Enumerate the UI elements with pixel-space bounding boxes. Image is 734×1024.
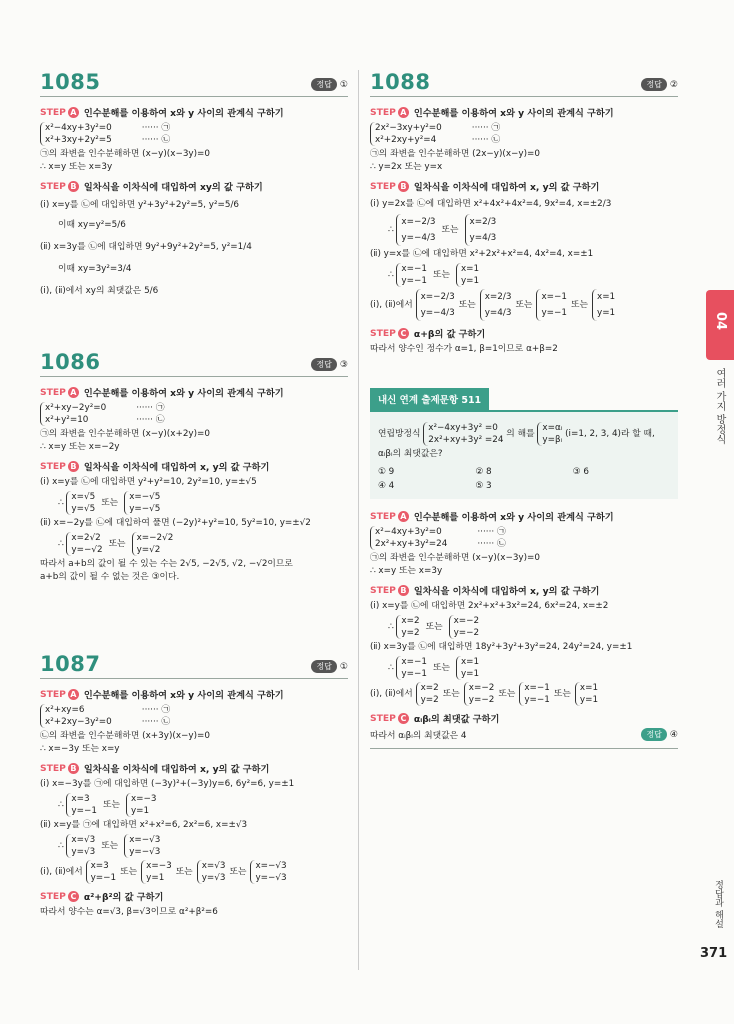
solution-line: ㉠의 좌변을 인수분해하면 (2x−y)(x−y)=0 (370, 149, 541, 159)
equation: x=αᵢ (542, 423, 563, 433)
step-letter: A (68, 689, 79, 700)
solution-x: x=3 (90, 861, 109, 871)
equation-system (370, 526, 678, 550)
solution-x: x=3 (71, 794, 90, 804)
equation-tag: ······ ㉡ (471, 135, 501, 145)
equation-tag: ······ ㉠ (471, 123, 501, 133)
step-title: α²+β²의 값 구하기 (83, 892, 164, 903)
step-b (370, 179, 678, 193)
solution-pairs: ∴ x=−1 y=−1 또는 x=1 y=1 (388, 264, 480, 286)
solution-x: x=−2√2 (136, 533, 174, 543)
conjunction: 또는 (515, 300, 533, 310)
step-letter: C (68, 891, 79, 902)
equation: 2x²+xy+3y² =24 (428, 435, 504, 445)
problem-number: 1086 (40, 350, 101, 374)
solution-x: x=−2 (453, 616, 480, 626)
conjunction: 또는 (102, 800, 120, 810)
solution-pairs (370, 682, 678, 706)
step-title: 일차식을 이차식에 대입하여 x, y의 값 구하기 (413, 182, 600, 193)
step-key: STEP (40, 762, 66, 774)
related-problem-box (370, 410, 678, 499)
solution-x: x=√3 (201, 861, 226, 871)
equation: y=βᵢ (542, 435, 563, 445)
solution-line: (ⅰ), (ⅱ)에서 (370, 689, 413, 699)
answer (641, 78, 678, 91)
step-title: 일차식을 이차식에 대입하여 x, y의 값 구하기 (83, 462, 270, 473)
solution-pairs: ∴ x=√3 y=√3 또는 x=−√3 y=−√3 (58, 835, 161, 857)
solution-y: y=√3 (201, 873, 226, 883)
step-title: 인수분해를 이용하여 x와 y 사이의 관계식 구하기 (83, 108, 284, 119)
step-b (40, 761, 348, 775)
solution-x: x=−1 (401, 657, 427, 667)
step-title: αᵢβᵢ의 최댓값 구하기 (413, 714, 500, 725)
solution-y: y=2 (401, 628, 420, 638)
step-letter: B (398, 181, 409, 192)
equation-system (370, 122, 678, 146)
step-title: 일차식을 이차식에 대입하여 x, y의 값 구하기 (413, 586, 600, 597)
conjunction: 또는 (432, 270, 450, 280)
problem-header (40, 350, 348, 377)
solution-line: ∴ x=y 또는 x=−2y (40, 442, 120, 452)
solution-y: y=1 (460, 276, 480, 286)
conjunction: 또는 (175, 867, 193, 877)
question-text: 연립방정식 (378, 429, 421, 439)
equation-tag: ······ ㉡ (141, 135, 171, 145)
step-title: 일차식을 이차식에 대입하여 x, y의 값 구하기 (83, 764, 270, 775)
solution-y: y=−1 (524, 695, 550, 705)
solution-line: a+b의 값이 될 수 없는 것은 ③이다. (40, 572, 180, 582)
answer-badge: 정답 (311, 660, 336, 673)
solution-x: x=1 (460, 264, 480, 274)
left-column (40, 70, 348, 919)
problem-header (40, 652, 348, 679)
answer-value: ① (339, 79, 348, 90)
conjunction: 또는 (498, 689, 516, 699)
solution-y: y=−√5 (129, 504, 161, 514)
question-text: 의 해를 (506, 429, 535, 439)
solution-x: x=1 (460, 657, 480, 667)
solution-y: y=2 (420, 695, 439, 705)
solution-line: ∴ x=y 또는 x=3y (40, 162, 113, 172)
solution-x: x=−2/3 (401, 217, 436, 227)
step-key: STEP (40, 460, 66, 472)
answer-badge: 정답 (311, 78, 336, 91)
right-column (370, 70, 678, 749)
solution-line: 따라서 양수는 α=√3, β=√3이므로 α²+β²=6 (40, 907, 218, 917)
solution-y: y=−2 (468, 695, 495, 705)
solution-line: (ⅰ), (ⅱ)에서 xy의 최댓값은 5/6 (40, 286, 159, 296)
page-number: 371 (700, 946, 728, 961)
step-letter: B (68, 763, 79, 774)
problem-1086 (40, 350, 348, 640)
solution-y: y=−4/3 (420, 308, 455, 318)
solution-pairs (40, 860, 348, 884)
solution-line: ∴ x=y 또는 x=3y (370, 566, 443, 576)
solution-pairs: ∴ x=2 y=2 또는 x=−2 y=−2 (388, 616, 480, 638)
solution-x: x=−3 (146, 861, 172, 871)
solution-line: (ⅰ) x=y를 ㉡에 대입하면 y²+3y²+2y²=5, y²=5/6 (40, 200, 240, 210)
step-a (40, 385, 348, 399)
choice: ③ 6 (572, 467, 589, 477)
answer-value: ② (669, 79, 678, 90)
step-key: STEP (370, 584, 396, 596)
solution-y: y=−2 (453, 628, 480, 638)
solution-x: x=2 (401, 616, 420, 626)
solution-line: (ⅱ) x=y를 ㉠에 대입하면 x²+x²=6, 2x²=6, x=±√3 (40, 820, 248, 830)
equation: x²+2xy−3y²=0 (45, 717, 112, 727)
conjunction: 또는 (101, 498, 119, 508)
solution-line: (ⅰ) y=2x를 ㉡에 대입하면 x²+4x²+4x²=4, 9x²=4, x=±2/3 (370, 199, 612, 209)
equation: x²−4xy+3y² =0 (428, 423, 498, 433)
problem-header (370, 70, 678, 97)
solution-pairs: ∴ x=−1 y=−1 또는 x=1 y=1 (388, 657, 480, 679)
solution-x: x=√5 (71, 492, 96, 502)
step-title: 인수분해를 이용하여 x와 y 사이의 관계식 구하기 (413, 512, 614, 523)
equation: x²−4xy+3y²=0 (45, 123, 112, 133)
answer-value: ④ (669, 729, 678, 740)
solution-line: ㉠의 좌변을 인수분해하면 (x−y)(x−3y)=0 (40, 149, 211, 159)
equation-system (40, 704, 348, 728)
choice: ① 9 (378, 467, 395, 477)
step-letter: A (68, 387, 79, 398)
solution-line: (ⅱ) x=3y를 ㉡에 대입하면 9y²+9y²+2y²=5, y²=1/4 (40, 242, 252, 252)
problem-1088 (370, 70, 678, 356)
solution-line: 따라서 양수인 정수가 α=1, β=1이므로 α+β=2 (370, 344, 558, 354)
answer-value: ① (339, 661, 348, 672)
solution-x: x=−1 (401, 264, 427, 274)
solution-y: y=−√3 (129, 847, 161, 857)
solution-x: x=1 (579, 683, 599, 693)
step-title: 인수분해를 이용하여 x와 y 사이의 관계식 구하기 (83, 388, 284, 399)
step-key: STEP (370, 510, 396, 522)
step-key: STEP (370, 327, 396, 339)
solution-y: y=1 (130, 806, 150, 816)
step-letter: B (68, 181, 79, 192)
solution-pairs: ∴ x=−2/3 y=−4/3 또는 x=2/3 y=4/3 (370, 214, 678, 246)
solution-y: y=√5 (71, 504, 96, 514)
solution-line: ∴ y=2x 또는 y=x (370, 162, 443, 172)
answer-badge: 정답 (311, 358, 336, 371)
solution-x: x=√3 (71, 835, 96, 845)
solution-line: 이때 xy=3y²=3/4 (58, 264, 132, 274)
equation-system (40, 122, 348, 146)
solution-y: y=−1 (541, 308, 567, 318)
solution-y: y=−1 (90, 873, 117, 883)
conjunction: 또는 (120, 867, 138, 877)
problem-number: 1088 (370, 70, 431, 94)
problem-1085 (40, 70, 348, 340)
conjunction: 또는 (553, 689, 571, 699)
answer-badge: 정답 (641, 78, 666, 91)
solution-line: 이때 xy=y²=5/6 (58, 220, 126, 230)
step-key: STEP (40, 386, 66, 398)
solution-line: (ⅰ), (ⅱ)에서 (40, 867, 83, 877)
solution-x: x=2 (420, 683, 439, 693)
step-c (370, 711, 678, 725)
answer (311, 78, 348, 91)
step-letter: B (398, 585, 409, 596)
step-a (40, 105, 348, 119)
solution-line: (ⅱ) y=x를 ㉡에 대입하면 x²+2x²+x²=4, 4x²=4, x=±1 (370, 249, 594, 259)
related-problem-header: 내신 연계 출제문항 511 (370, 388, 489, 410)
solution-pairs: ∴ x=3 y=−1 또는 x=−3 y=1 (58, 794, 157, 816)
step-title: α+β의 값 구하기 (413, 329, 486, 340)
equation: 2x²+xy+3y²=24 (375, 539, 448, 549)
solution-y: y=1 (460, 669, 480, 679)
solution-y: y=−1 (401, 669, 427, 679)
solution-y: y=−√2 (71, 545, 103, 555)
conjunction: 또는 (458, 300, 476, 310)
solution-line: (ⅰ) x=y를 ㉡에 대입하면 y²+y²=10, 2y²=10, y=±√5 (40, 477, 257, 487)
equation: x²+2xy+y²=4 (375, 135, 437, 145)
conjunction: 또는 (432, 663, 450, 673)
problem-number: 1087 (40, 652, 101, 676)
solution-pairs: ∴ x=2√2 y=−√2 또는 x=−2√2 y=√2 (58, 533, 174, 555)
solution-y: y=−√3 (255, 873, 287, 883)
chapter-number: 04 (713, 312, 728, 331)
step-key: STEP (40, 688, 66, 700)
question (378, 422, 670, 446)
answer (311, 660, 348, 673)
solution-x: x=−√3 (129, 835, 161, 845)
step-key: STEP (370, 106, 396, 118)
solution-pairs: ∴ x=√5 y=√5 또는 x=−√5 y=−√5 (58, 492, 161, 514)
problem-1087 (40, 652, 348, 919)
problem-header (40, 70, 348, 97)
conjunction: 또는 (101, 841, 119, 851)
conjunction: 또는 (442, 689, 460, 699)
solution-line: (ⅰ), (ⅱ)에서 (370, 300, 413, 310)
solution-line: (ⅱ) x=−2y를 ㉡에 대입하여 풀면 (−2y)²+y²=10, 5y²=10, y=±√2 (40, 518, 311, 528)
step-letter: A (398, 107, 409, 118)
solution-line: 따라서 a+b의 값이 될 수 있는 수는 2√5, −2√5, √2, −√2이므로 (40, 559, 293, 569)
solution-line: ∴ x=−3y 또는 x=y (40, 744, 120, 754)
choice: ② 8 (475, 467, 492, 477)
solution-x: x=2√2 (71, 533, 101, 543)
question-text: (i=1, 2, 3, 4)라 할 때, (565, 429, 655, 439)
step-letter: C (398, 713, 409, 724)
equation: x²+xy−2y²=0 (45, 403, 107, 413)
step-key: STEP (40, 180, 66, 192)
step-letter: B (68, 461, 79, 472)
equation-tag: ······ ㉠ (141, 123, 171, 133)
solution-x: x=2/3 (469, 217, 497, 227)
solution-y: y=√2 (136, 545, 161, 555)
step-key: STEP (40, 890, 66, 902)
solution-line: (ⅱ) x=3y를 ㉡에 대입하면 18y²+3y²+3y²=24, 24y²=24, y=±1 (370, 642, 633, 652)
conjunction: 또는 (425, 622, 443, 632)
answer-section-label: 정답과 해설 (713, 880, 723, 928)
equation-system (40, 402, 348, 426)
step-a (370, 509, 678, 523)
solution-y: y=4/3 (469, 233, 497, 243)
solution-x: x=1 (596, 292, 616, 302)
problem-511 (370, 384, 678, 749)
solution-line: 따라서 αᵢβᵢ의 최댓값은 4 (370, 730, 467, 741)
solution-y: y=−1 (71, 806, 97, 816)
chapter-title: 여러 가지 방정식 (714, 368, 725, 445)
solution-y: y=−4/3 (401, 233, 436, 243)
problem-number: 1085 (40, 70, 101, 94)
step-a (40, 687, 348, 701)
solution-x: x=−2 (468, 683, 495, 693)
step-title: 인수분해를 이용하여 x와 y 사이의 관계식 구하기 (83, 690, 284, 701)
equation: x²+3xy+2y²=5 (45, 135, 112, 145)
solution-line: ㉡의 좌변을 인수분해하면 (x+3y)(x−y)=0 (40, 731, 211, 741)
step-key: STEP (370, 712, 396, 724)
conjunction: 또는 (108, 539, 126, 549)
answer (311, 358, 348, 371)
solution-pairs (370, 289, 678, 321)
solution-line: (ⅰ) x=−3y를 ㉠에 대입하면 (−3y)²+(−3y)y=6, 6y²=6, y=±1 (40, 779, 295, 789)
solution-line: ㉠의 좌변을 인수분해하면 (x−y)(x−3y)=0 (370, 553, 541, 563)
conjunction: 또는 (229, 867, 247, 877)
solution-x: x=−3 (130, 794, 157, 804)
equation-tag: ······ ㉠ (136, 403, 165, 413)
solution-x: x=−1 (541, 292, 567, 302)
step-b (40, 179, 348, 193)
choice: ⑤ 3 (475, 481, 492, 491)
step-title: 일차식을 이차식에 대입하여 xy의 값 구하기 (83, 182, 263, 193)
solution-x: x=2/3 (484, 292, 512, 302)
answer-value: ③ (339, 359, 348, 370)
column-divider (358, 70, 359, 970)
solution-x: x=−√3 (255, 861, 287, 871)
solution-x: x=−2/3 (420, 292, 455, 302)
step-letter: C (398, 328, 409, 339)
step-b (370, 583, 678, 597)
step-title: 인수분해를 이용하여 x와 y 사이의 관계식 구하기 (413, 108, 614, 119)
equation-tag: ······ ㉡ (141, 717, 171, 727)
step-c (370, 326, 678, 340)
step-c (40, 889, 348, 903)
solution-y: y=4/3 (484, 308, 512, 318)
step-letter: A (398, 511, 409, 522)
step-key: STEP (40, 106, 66, 118)
choice: ④ 4 (378, 481, 395, 491)
equation: x²+xy=6 (45, 705, 85, 715)
equation-tag: ······ ㉡ (477, 539, 506, 549)
solution-y: y=1 (596, 308, 616, 318)
answer (641, 728, 678, 741)
chapter-tab (706, 290, 734, 360)
solution-y: y=1 (146, 873, 165, 883)
equation-tag: ······ ㉠ (141, 705, 171, 715)
step-key: STEP (370, 180, 396, 192)
solution-line: (ⅰ) x=y를 ㉡에 대입하면 2x²+x²+3x²=24, 6x²=24, x=±2 (370, 601, 609, 611)
solution-y: y=√3 (71, 847, 96, 857)
equation-tag: ······ ㉠ (477, 527, 506, 537)
step-a (370, 105, 678, 119)
question-text: αᵢβᵢ의 최댓값은? (378, 449, 443, 459)
solution-x: x=−√5 (129, 492, 161, 502)
solution-x: x=−1 (524, 683, 550, 693)
equation: x²+y²=10 (45, 415, 89, 425)
answer-badge: 정답 (641, 728, 666, 741)
step-b (40, 459, 348, 473)
solution-line: ㉠의 좌변을 인수분해하면 (x−y)(x+2y)=0 (40, 429, 211, 439)
choices (378, 465, 670, 493)
solution-y: y=1 (579, 695, 599, 705)
solution-y: y=−1 (401, 276, 427, 286)
conjunction: 또는 (570, 300, 588, 310)
conjunction: 또는 (441, 225, 459, 235)
equation: x²−4xy+3y²=0 (375, 527, 442, 537)
equation: 2x²−3xy+y²=0 (375, 123, 442, 133)
equation-tag: ······ ㉡ (136, 415, 165, 425)
step-letter: A (68, 107, 79, 118)
